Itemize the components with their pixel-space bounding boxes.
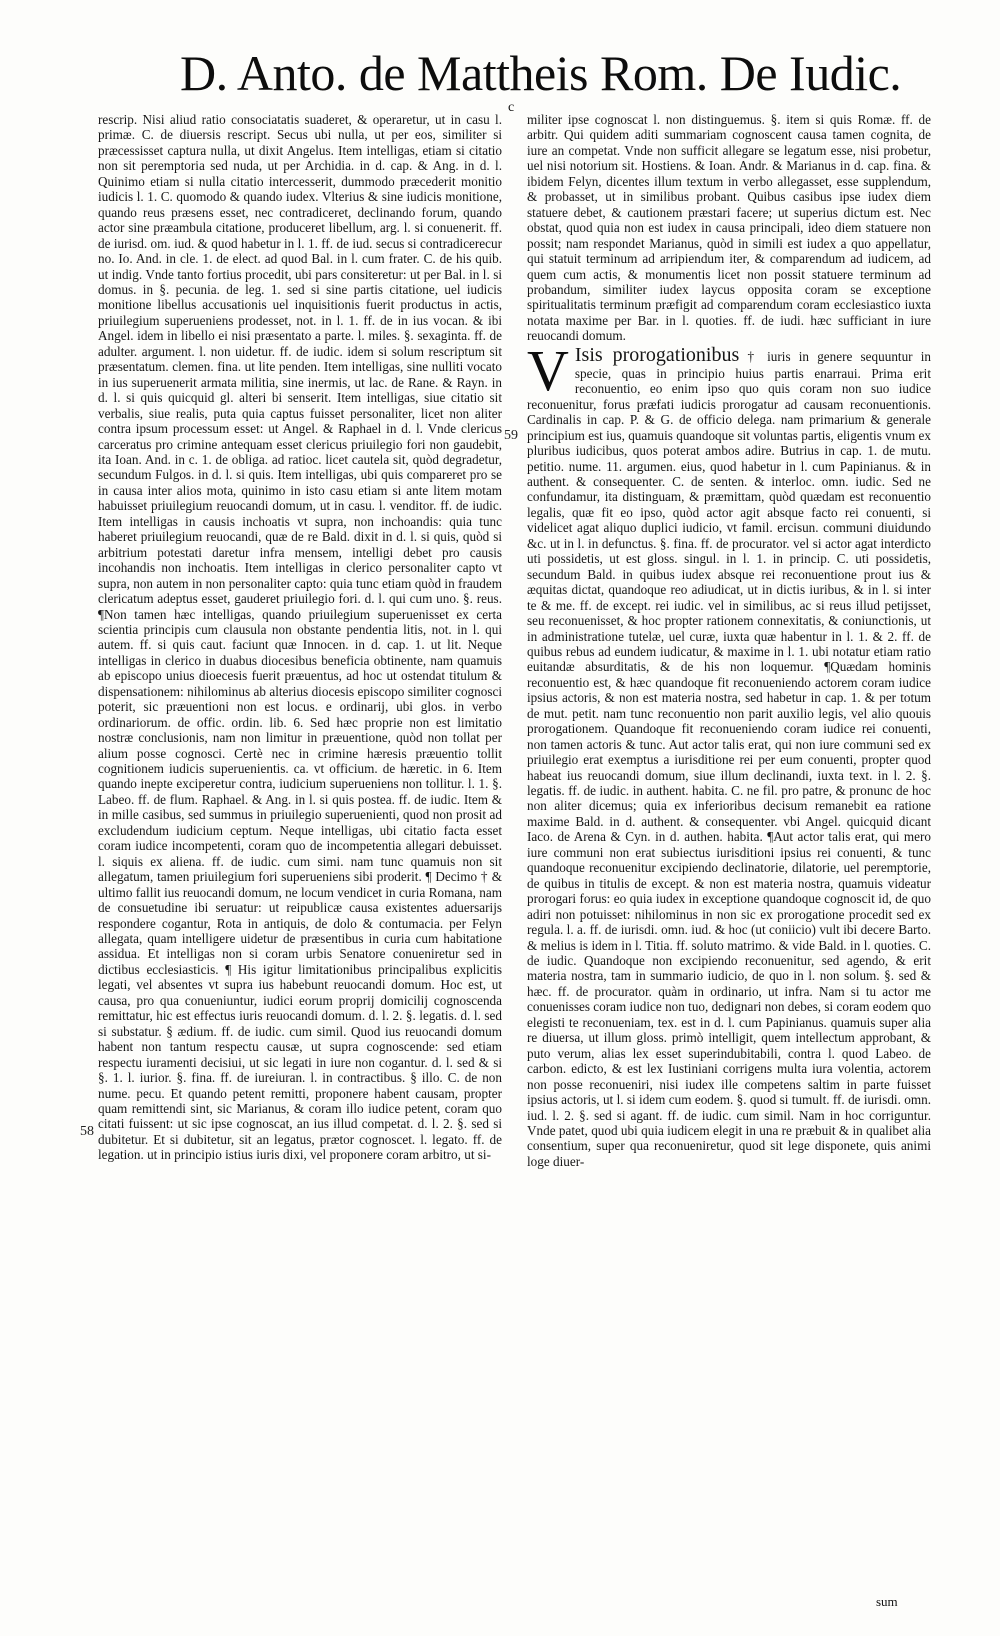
right-column-body: † iuris in genere sequuntur in specie, quas in principio huius partis enarraui. Prima erit reconuentio, eo enim ipso quo quis coram non suo iudice reconuenitur, forus præfati iudicis prorogatur ad causam reconuentionis. Cardinalis in cap. P. & G. de officio delega. nam primarium & generale principium est ius, quamuis quandoque sit voluntas partis, eligentis vnum ex pluribus iudicibus, quos poterat ambos adire. Butrius in cap. 1. de mutu. petitio. nume. 11. argumen. eius, quod habetur in l. cum Papinianus. & in authent. & consequenter. C. de senten. & interloc. omn. iudic. Sed ne confundamur, ita distinguam, & præmittam, quòd quædam est reconuentio legalis, quæ fit eo ipso, quòd actor agit absque facto rei conuenti, si videlicet agat aliquo duplici iudicio, vt famil. ercisun. communi diuidundo &c. ut in l. in defunctus. §. fina. ff. de procurator. vel si actor agat interdicto uti possidetis, ut est gloss. singul. in l. 1. in princip. C. uti possidetis, secundum Bald. in quibus iudex absque rei reconuentione prout ius & æquitas dictat, quandoque reo adiudicat, ut in dictis iuribus, & in l. si inter te & me. ff. de except. rei iudic. vel in similibus, ac si reus illud petijsset, seu reconuenisset, & hoc propter rationem connexitatis, & coniunctionis, ut in administratione tutelæ, uel curæ, iuxta quæ habentur in l. 1. & 2. ff. de quibus rebus ad eundem iudicatur, & maxime in l. 1. ubi notatur etiam ratio euitandæ absurditatis, & de his non loquemur. ¶Quædam hominis reconuentio est, & hæc quandoque fit reconueniendo actorem coram iudice ipsius actoris, & non est materia nostra, sed habetur in cap. 1. & per totum de mut. petit. nam tunc reconuentio non parit auxilio legis, vel alio quouis prorogationem. Quandoque fit reconueniendo coram iudice rei conuenti, non tamen actoris & tunc. Aut actor talis erat, qui non iure communi sed ex priuilegio erat exemptus a iurisditione rei per eum conuenti, propter quod habeat ius reuocandi domum, siue illum declinandi, iuxta text. in l. 2. §. legatis. ff. de iudic. in authent. habita. C. ne fil. pro patre, & pronunc de hoc non aliter dicemus; quia ex inferioribus decisum remanebit ea ratione maxime Bald. in d. authent. & consequenter. vbi Angel. quicquid dicant Iaco. de Arena & Cyn. in d. authen. habita. ¶Aut actor talis erat, qui mero iure communi non erat subiectus iurisditioni ipsius rei conuenti, & tunc quandoque reconuenitur excipiendo declinatorie, dilatorie, uel peremptorie, de quibus in titulis de except. & non est materia nostra, quamuis videatur prorogari forus: eo quia iudex in exceptione quandoque cognoscit id, de quo adiri non potuisset: nihilominus in non sic ex prorogatione procedit sed ex regula. l. a. ff. de iurisdi. omn. iud. & hoc (ut coniicio) vult ibi decere Barto. & melius is idem in l. Titia. ff. soluto matrimo. & vide Bald. in l. quoties. C. de iudic. Quandoque non excipiendo reconuenitur, sed agendo, & erit materia nostra, tam in summario iudicio, de quo in l. non solum. §. sed & hæc. ff. de procurator. quàm in ordinario, ut infra. Nam si tu actor me conuenisses coram iudice non tuo, dedignari non debes, si coram eodem quo elegisti te reconueniam, tex. est in d. l. cum Papinianus. quamuis super alia re diuersa, ut illum gloss. primò intelligit, quem intellectum approbant, & puto verum, alias lex esset superindubitabili, contra l. quod Labeo. de carbon. edicto, & est lex Iustiniani corrigens multa iura volentia, actorem non posse reconueniri, nisi iudex ille competens saltim in parte fuisset ipsius actoris, ut l. si idem cum eodem. §. quod si tumult. ff. de iurisdi. omn. iud. l. 2. §. sed si agant. ff. de iudic. cum simil. Nam in hoc corriguntur. Vnde patet, quod ubi quia iudicem elegit in una re præbuit & in qualibet alia consentium, super qua reconueniretur, quod sit lege disponete, quis animi loge diuer- [527,348,931,1169]
margin-number-right: 59 [504,428,518,443]
section-opener: Isis prorogationibus [574,343,740,366]
section-start [527,337,931,1170]
left-column [98,112,502,1632]
catchword: sum [876,1594,898,1609]
left-column-text: rescrip. Nisi aliud ratio consociatatis suaderet, & operaretur, ut in casu l. primæ. C. de diuersis rescript. Secus ubi nulla, ut per eos, similiter si præcessisset captura nulla, ut dixit Angelus. Item intelligas, etiam si citatio non sit peremptoria sed nuda, ut per Archidia. in d. cap. & Ang. in d. l. Quinimo etiam si nulla citatio intercesserit, dummodo præcederit monitio iudicis l. 1. C. quomodo & quando iudex. Vlterius & sine iudicis monitione, quando reus præsens esset, nec contradiceret, declinando forum, quando actor sine præambula citatione, produceret libellum, arg. l. si conuenerit. ff. de iurisd. om. iud. & quod habetur in l. 1. ff. de iud. secus si contradicerecur no. Io. And. in cle. 1. de elect. ad quod Bal. in l. cum frater. C. de his quib. ut indig. Vnde tanto fortius procedit, ubi pars consiteretur: ut per Bal. in l. si domus. in §. pecunia. de leg. 1. sed si sine partis citatione, uel iudicis monitione libellus accusationis uel inquisitionis fuerit productus in actis, priuilegium superueniens prodesset, not. in l. 1. ff. de in ius vocan. & ibi Angel. idem in libello ei nisi præsentato a parte. l. miles. §. sexaginta. ff. de adulter. argument. l. non uidetur. ff. de iudic. idem si solum rescriptum sit præsentatum. clemen. fina. ut lite penden. Item intelligas, sine nulliti vocato in ius superuenerit armata militia, sine inermis, ut lac. de Rane. & Rayn. in d. l. si quis quicquid gl. alteri bi senserit. Item intelligas, siue citatio sit verbalis, siue realis, puta quia captus fuisset personaliter, licet non aliter contra ipsum processum esset: ut Angel. & Raphael in d. l. Vnde clericus carceratus pro crimine antequam esset clericus priuilegio fori non gaudebit, ita Ioan. And. in c. 1. de obliga. ad ratioc. licet cautela sit, quòd degradetur, secundum Fulgos. in d. l. si quis. Item intelligas, ubi quis compareret pro se in causa inter alios mota, quinimo in isto casu etiam si ante litem motam habuisset priuilegium reuocandi domum, ut in casu. l. venditor. ff. de iudic. Item intelligas in causis inchoatis vt supra, non inchoandis: quia tunc haberet priuilegium reuocandi, quæ de re Bald. dixit in d. l. si quis, quòd si arbitrium potestati daretur infra mensem, intelligi debet pro causis incohandis non inchoatis. Item intelligas in clerico personaliter capto vt supra, non autem in non personaliter capto: quia tunc etiam quòd in fraudem clericatum adeptus esset, gauderet priuilegio fori. d. l. qui cum uno. §. reus. ¶Non tamen hæc intelligas, quando priuilegium superuenisset ex certa scientia principis cum clausula non obstante pendentia litis, not. in l. qui autem. ff. si quis caut. faciunt quæ Innocen. in d. cap. 1. ut lit. Neque intelligas in clerico in duabus diocesibus beneficia obtinente, nam quamuis ab episcopo unius dioecesis fuerit præuentus, ad hoc ut ostendat titulum & dispensationem: nihilominus ab alterius diocesis episcopo similiter cognosci poterit, sic præuentioni non est locus. e ordinarij, ubi glos. in verbo ordinariorum. de offic. ordin. lib. 6. Sed hæc proprie non est limitatio nostræ conclusionis, nam non limitur in præuentione, quòd non tollat per alium posse cognosci. Certè nec in crimine hæresis præuentio tollit cognitionem iudicis superuenientis. ca. vt officium. de hæretic. in 6. Item quando inepte exciperetur contra, iudicium superueniens non tollitur. l. 1. §. Labeo. ff. de flum. Raphael. & Ang. in l. si quis postea. ff. de iudic. Item & in mille casibus, sed summus in priuilegio superuenienti, quod non prosit ad excludendum iudicium ceptum. Neque intelligas, ubi citatio facta esset coram iudice incompetenti, coram quo de incompetentia allegari debuisset. l. siquis ex aliena. ff. de iudic. cum simi. nam tunc quamuis non sit allegatum, tamen priuilegium fori superueniens sibi proderit. ¶ Decimo † & ultimo fallit ius reuocandi domum, ne locum vendicet in curia Romana, nam de consuetudine ibi seruatur: ut reipublicæ causa existentes aduersarijs respondere cogantur, Rota in antiquis, de dolo & contumacia. per Felyn allegata, quam intelligere uidetur de præsentibus in curia cum habitatione assidua. Et intelligas non si coram urbis Senatore conueniretur sed in dictibus ecclesiasticis. ¶ His igitur limitationibus principalibus explicitis legati, vel absentes vt supra ius habebunt reuocandi domum. Hoc est, ut causa, pro qua conueniuntur, iudici eorum proprij domicilij cognoscenda remittatur, hic est effectus iuris reuocandi domum. d. l. 2. §. legatis. d. l. sed si substatur. § ædium. ff. de iudic. cum simil. Quod ius reuocandi domum habent non tantum respectu causæ, ut supra cognoscende: sed etiam respectu iuramenti decisiui, ut sic legati in iure non cogantur. d. l. sed & si §. 1. l. iurior. §. fina. ff. de iureiuran. l. in contractibus. § illo. C. de non nume. pecu. Et quando petent remitti, proponere habent causam, propter quam remittendi sint, sic Marianus, & coram illo iudice petent, coram quo citati fuissent: ut sic ipse cognoscat, an ius illud competat. d. l. 2. §. sed si dubitetur. Et si dubitetur, sit an legatus, prætor cognoscet. l. legato. ff. de legation. ut in principio istius iuris dixi, vel proponere coram arbitro, ut si- [98,112,502,1163]
right-column-intro: militer ipse cognoscat l. non distinguemus. §. item si quis Romæ. ff. de arbitr. Qui quidem aditi summariam cognoscent causa tamen cognita, de iure an competat. Vnde non sufficit allegare se legatum esse, nisi probetur, uel nisi notorium sit. Hostiens. & Ioan. Andr. & Marianus in d. cap. fina. & ibidem Felyn, dicentes illum textum in verbo allegasset, esse supplendum, & probasset, ut in similibus probant. Quibus casibus ipse iudex diem statuere debet, & cautionem præstari facere; ut superius dictum est. Nec obstat, quod quia non est iudex in causa principali, ideo diem statuere non possit; nam respondet Marianus, quòd in simili est iudex a quo appellatur, qui statuit terminum ad arripiendum iter, & comparendum ad iudicem, ad quem cum actis, & monumentis licet non possit statuere terminum ad probandum, similiter iudex laycus opposita coram se exceptione spiritualitatis terminum præfigit ad comparendum coram ecclesiastico iuxta notata maxime per Bar. in l. quoties. ff. de iudi. hæc sufficiant in iure reuocandi domum. [527,112,931,344]
right-column [527,112,931,1632]
margin-number-left: 58 [80,1124,94,1139]
running-title: D. Anto. de Mattheis Rom. De Iudic. [180,45,902,101]
signature-mark: c [508,100,515,115]
drop-initial: V [527,337,569,403]
